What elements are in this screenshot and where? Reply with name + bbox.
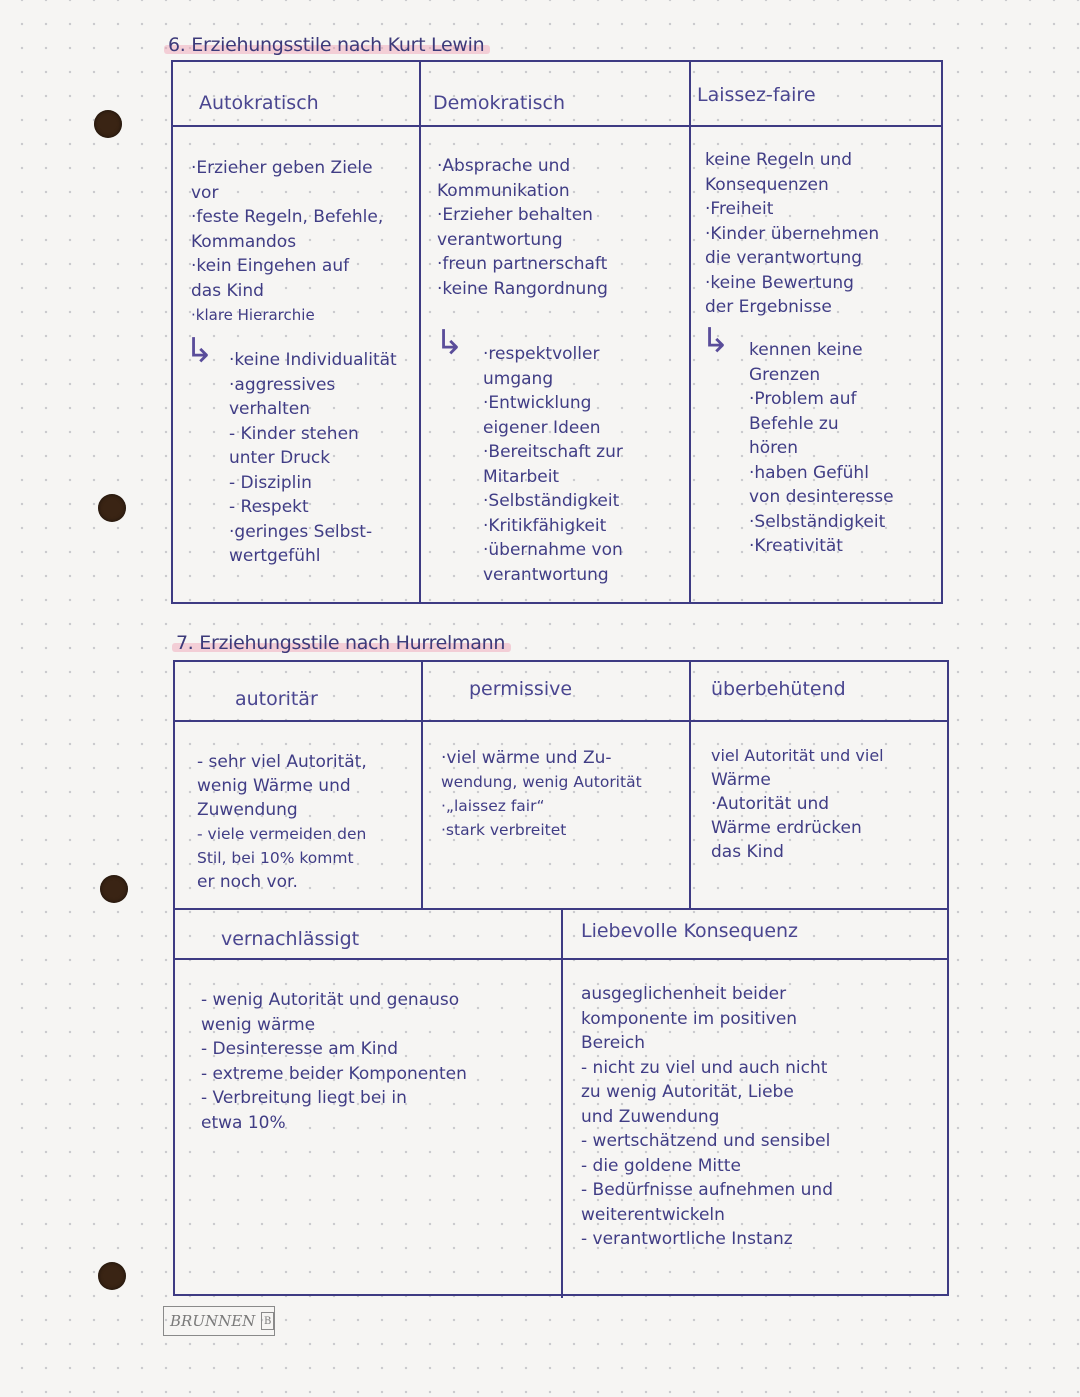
text-line: Stil, bei 10% kommt <box>197 849 354 867</box>
text-line: ·Entwicklung <box>483 393 592 413</box>
text-line: - viele vermeiden den <box>197 825 367 843</box>
liebevolle-konsequenz-text <box>581 982 833 1252</box>
text-line: kennen keine <box>749 340 863 360</box>
text-line: ·Kritikfähigkeit <box>483 515 607 536</box>
text-line: Wärme <box>711 770 771 790</box>
autoritaer-text <box>197 750 367 894</box>
text-line: ·Problem auf <box>749 389 857 409</box>
text-line: und Zuwendung <box>581 1106 720 1127</box>
arrow-icon: ↳ <box>435 323 464 363</box>
text-line: Bereich <box>581 1033 646 1053</box>
text-line: Kommandos <box>191 231 297 252</box>
text-line: ·„laissez fair“ <box>441 797 545 815</box>
text-line: ·aggressives <box>229 374 336 395</box>
text-line: ·Selbständigkeit <box>483 491 620 511</box>
text-line: - Disziplin <box>229 472 312 493</box>
lewin-col-divider-1 <box>419 62 421 602</box>
autokratisch-points <box>191 156 383 328</box>
text-line: umgang <box>483 368 554 389</box>
header-demokratisch: Demokratisch <box>433 92 566 114</box>
header-permissive: permissive <box>469 678 573 700</box>
text-line: Konsequenzen <box>705 174 829 195</box>
lewin-table <box>171 60 943 604</box>
text-line: ·keine Rangordnung <box>437 278 608 299</box>
punch-hole-1 <box>94 110 122 138</box>
text-line: ·stark verbreitet <box>441 821 567 839</box>
text-line: - Desinteresse am Kind <box>201 1039 399 1059</box>
text-line: ·geringes Selbst- <box>229 521 373 542</box>
vernachlaessigt-text <box>201 988 467 1135</box>
text-line: unter Druck <box>229 448 331 468</box>
lewin-header-divider <box>173 125 941 127</box>
laissez-faire-effects <box>749 338 894 559</box>
text-line: ausgeglichenheit beider <box>581 984 787 1004</box>
section-6-title: 6. Erziehungsstile nach Kurt Lewin <box>168 34 485 56</box>
punch-hole-4 <box>98 1262 126 1290</box>
text-line: - Verbreitung liegt bei in <box>201 1088 407 1108</box>
text-line: - wenig Autorität und genauso <box>201 990 460 1010</box>
text-line: verantwortung <box>483 564 609 585</box>
text-line: Befehle zu <box>749 413 839 434</box>
text-line: ·feste Regeln, Befehle, <box>191 207 384 227</box>
text-line: Wärme erdrücken <box>711 818 862 838</box>
text-line: ·Absprache und <box>437 156 571 176</box>
punch-hole-3 <box>100 875 128 903</box>
brunnen-logo <box>163 1306 275 1336</box>
ueberbehuetend-text <box>711 744 884 864</box>
text-line: keine Regeln und <box>705 150 853 170</box>
text-line: - Respekt <box>229 497 309 517</box>
text-line: ·Freiheit <box>705 199 774 219</box>
text-line: verantwortung <box>437 229 563 250</box>
text-line: komponente im positiven <box>581 1008 798 1029</box>
section-7-title: 7. Erziehungsstile nach Hurrelmann <box>176 632 506 654</box>
text-line: Zuwendung <box>197 800 298 820</box>
text-line: ·keine Individualität <box>229 350 397 370</box>
text-line: wendung, wenig Autorität <box>441 773 642 791</box>
text-line: ·Bereitschaft zur <box>483 442 623 462</box>
text-line: ·haben Gefühl <box>749 462 869 483</box>
header-liebevolle-konsequenz: Liebevolle Konsequenz <box>581 920 799 942</box>
autokratisch-effects <box>229 348 397 569</box>
lewin-col-divider-2 <box>689 62 691 602</box>
text-line: viel Autorität und viel <box>711 746 884 765</box>
text-line: ·Kinder übernehmen <box>705 223 880 244</box>
text-line: das Kind <box>191 280 264 301</box>
brand-mark-icon: B <box>261 1312 274 1330</box>
bottom-col-divider <box>561 908 563 1298</box>
text-line: ·respektvoller <box>483 344 600 364</box>
text-line: das Kind <box>711 842 784 862</box>
punch-hole-2 <box>98 494 126 522</box>
brand-name: BRUNNEN <box>170 1312 256 1330</box>
text-line: Kommunikation <box>437 180 570 201</box>
header-autokratisch: Autokratisch <box>199 92 319 114</box>
text-line: ·Selbständigkeit <box>749 511 886 532</box>
text-line: er noch vor. <box>197 872 298 892</box>
text-line: ·übernahme von <box>483 540 623 560</box>
hurrelmann-table <box>173 660 949 1296</box>
arrow-icon: ↳ <box>185 331 214 371</box>
text-line: - extreme beider Komponenten <box>201 1063 467 1084</box>
header-vernachlaessigt: vernachlässigt <box>221 928 360 950</box>
text-line: - sehr viel Autorität, <box>197 752 367 772</box>
text-line: etwa 10% <box>201 1112 286 1133</box>
text-line: Mitarbeit <box>483 466 560 487</box>
text-line: - wertschätzend und sensibel <box>581 1131 831 1151</box>
permissive-text <box>441 746 642 842</box>
text-line: - Bedürfnisse aufnehmen und <box>581 1180 833 1200</box>
text-line: von desinteresse <box>749 487 894 507</box>
text-line: zu wenig Autorität, Liebe <box>581 1082 794 1102</box>
text-line: - verantwortliche Instanz <box>581 1229 793 1249</box>
text-line: wenig wärme <box>201 1014 316 1035</box>
header-ueberbehuetend: überbehütend <box>711 678 846 700</box>
text-line: Grenzen <box>749 364 821 385</box>
text-line: ·Erzieher geben Ziele <box>191 158 373 178</box>
text-line: ·kein Eingehen auf <box>191 256 350 276</box>
demokratisch-effects <box>483 342 623 587</box>
text-line: weiterentwickeln <box>581 1204 725 1225</box>
top-col-divider-2 <box>689 662 691 910</box>
laissez-faire-points <box>705 148 879 320</box>
text-line: der Ergebnisse <box>705 297 832 317</box>
header-autoritaer: autoritär <box>235 688 318 710</box>
text-line: verhalten <box>229 399 311 419</box>
text-line: ·klare Hierarchie <box>191 306 315 324</box>
text-line: eigener Ideen <box>483 417 601 438</box>
text-line: - Kinder stehen <box>229 423 359 444</box>
text-line: - nicht zu viel und auch nicht <box>581 1057 828 1078</box>
top-header-divider <box>175 720 947 722</box>
arrow-icon: ↳ <box>701 321 730 361</box>
text-line: hören <box>749 438 799 458</box>
text-line: ·viel wärme und Zu- <box>441 748 612 768</box>
text-line: ·Kreativität <box>749 536 843 556</box>
text-line: ·Autorität und <box>711 794 830 814</box>
text-line: vor <box>191 182 219 203</box>
text-line: ·freun partnerschaft <box>437 254 608 274</box>
text-line: - die goldene Mitte <box>581 1155 741 1176</box>
top-col-divider-1 <box>421 662 423 910</box>
text-line: ·Erzieher behalten <box>437 205 593 225</box>
text-line: wertgefühl <box>229 546 321 566</box>
header-laissez-faire: Laissez-faire <box>697 84 816 106</box>
demokratisch-points <box>437 154 608 301</box>
text-line: ·keine Bewertung <box>705 272 854 293</box>
text-line: wenig Wärme und <box>197 776 351 796</box>
text-line: die verantwortung <box>705 248 863 268</box>
